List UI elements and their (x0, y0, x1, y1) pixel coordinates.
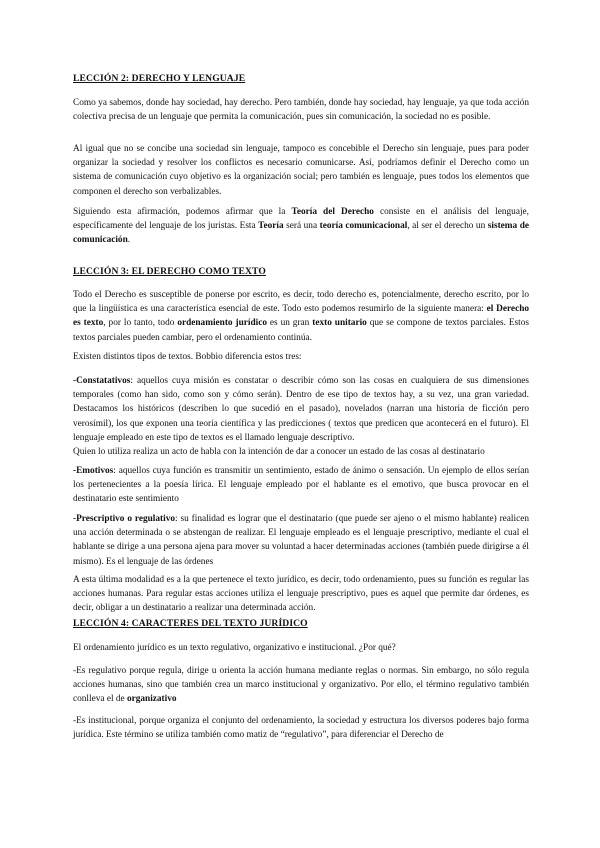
lesson-3-constatativos: -Constatativos: aquellos cuya misión es constatar o describir cómo son las cosas en cualquiera de sus dimensiones temporales (como han sido, como son y cómo serán). Dentro de ese tipo de textos hay, a su vez, una gran variedad. Destacamos los históricos (describen lo que sucedió en el pasado), novelados (narran una historia de ficción pero verosímil), los que exponen una teoría científica y las predicciones ( textos que predicen que acontecerá en el futuro). El lenguaje empleado en este tipo de textos es el llamado lenguaje descriptivo. Quien lo utiliza realiza un acto de habla con la intención de dar a conocer un estado de las cosas al destinatario (73, 376, 529, 458)
lesson-2-paragraph-1: Como ya sabemos, donde hay sociedad, hay derecho. Pero también, donde hay sociedad, hay lenguaje, ya que toda acción colectiva precisa de un lenguaje que permita la comunicación, pues sin comunicación, la sociedad no es posible. (73, 98, 529, 123)
lesson-2-title: LECCIÓN 2: DERECHO Y LENGUAJE (73, 73, 246, 84)
lesson-3-paragraph-6: A esta última modalidad es a la que pertenece el texto jurídico, es decir, todo ordenamiento, pues su función es regular las acciones humanas. Para regular estas acciones utiliza el lenguaje prescriptivo, pues es aquel que permite dar órdenes, es decir, obligar a un destinatario a realizar una determinada acción. (73, 575, 529, 614)
lesson-4-paragraph-1: El ordenamiento jurídico es un texto regulativo, organizativo e institucional. ¿Por qué? (73, 643, 396, 653)
lesson-4-title: LECCIÓN 4: CARACTERES DEL TEXTO JURÍDICO (73, 618, 308, 629)
lesson-3-paragraph-2: Existen distintos tipos de textos. Bobbio diferencia estos tres: (73, 352, 302, 362)
lesson-3-paragraph-1: Todo el Derecho es susceptible de ponerse por escrito, es decir, todo derecho es, potencialmente, derecho escrito, por lo que la lingüística es una característica esencial de este. Todo esto podemos resumirlo de la siguiente manera: el Derecho es texto, por lo tanto, todo ordenamiento jurídico es un gran texto unitario que se compone de textos parciales. Estos textos parciales pueden cambiar, pero el ordenamiento continúa. (73, 290, 530, 343)
lesson-3-prescriptivo: -Prescriptivo o regulativo: su finalidad es lograr que el destinatario (que puede ser ajeno o el mismo hablante) realicen una acción determinada o se abstengan de realizar. El lenguaje empleado es el lenguaje prescriptivo, mediante el cual el hablante se dirige a una persona ajena para mover su voluntad a hacer determinadas acciones (también puede dirigirse a él mismo). Es el lenguaje de las órdenes (73, 514, 530, 567)
lesson-4-paragraph-2: -Es regulativo porque regula, dirige u orienta la acción humana mediante reglas o normas. Sin embargo, no sólo regula acciones humanas, sino que también crea un marco institucional y organizativo. Por ello, el término regulativo también conlleva el de organizativo (73, 666, 529, 705)
lesson-2-paragraph-3: Siguiendo esta afirmación, podemos afirmar que la Teoría del Derecho consiste en el análisis del lenguaje, específicamente del lenguaje de los juristas. Esta Teoría será una teoría comunicacional, al ser el derecho un sistema de comunicación. (73, 207, 530, 246)
lesson-2-paragraph-2: Al igual que no se concibe una sociedad sin lenguaje, tampoco es concebible el Derecho sin lenguaje, pues para poder organizar la sociedad y resolver los conflictos es necesario comunicarse. Así, podríamos definir el Derecho como un sistema de comunicación cuyo objetivo es la organización social; pero también es lenguaje, pues todos los elementos que componen el derecho son verbalizables. (73, 144, 529, 197)
lesson-3-title: LECCIÓN 3: EL DERECHO COMO TEXTO (73, 266, 266, 277)
lesson-4-paragraph-3: -Es institucional, porque organiza el conjunto del ordenamiento, la sociedad y estructura los diversos poderes bajo forma jurídica. Este término se utiliza también como matiz de “regulativo”, para diferenciar el Derecho de (73, 716, 529, 741)
lesson-3-emotivos: -Emotivos: aquellos cuya función es transmitir un sentimiento, estado de ánimo o sensación. Un ejemplo de ellos serían los pertenecientes a la poesía lírica. El lenguaje empleado por el hablante es el emotivo, que busca provocar en el destinatario este sentimiento (73, 466, 529, 505)
